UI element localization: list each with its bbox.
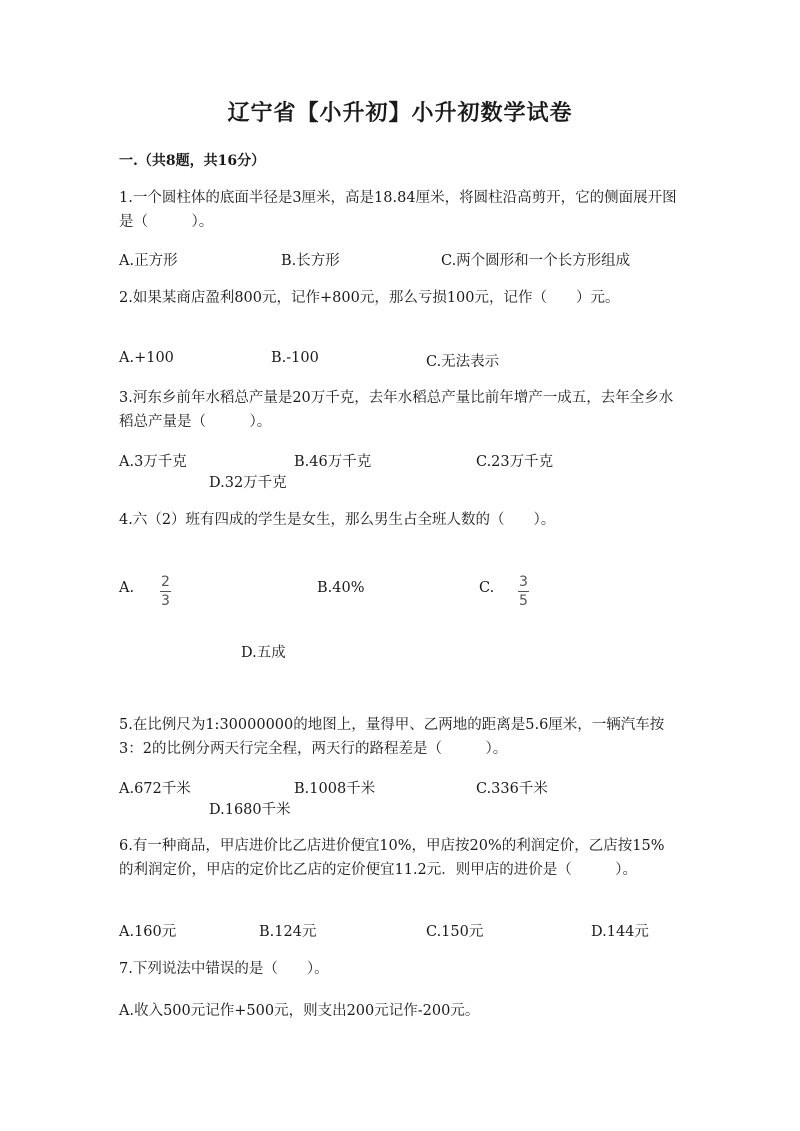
q6-option-a: A.160元 xyxy=(119,924,177,940)
fraction-denominator: 3 xyxy=(161,593,170,609)
q3-option-a: A.3万千克 xyxy=(119,454,187,470)
q4-option-a-label: A. xyxy=(119,580,135,596)
q2-option-a: A.+100 xyxy=(119,350,174,366)
fraction-numerator: 2 xyxy=(161,574,170,590)
q4-option-d: D.五成 xyxy=(241,645,286,661)
q5-option-b: B.1008千米 xyxy=(294,781,376,797)
question-3-text: 3.河东乡前年水稻总产量是20万千克，去年水稻总产量比前年增产一成五，去年全乡水稻总产量是（ ）。 xyxy=(119,390,674,430)
q4-option-c-fraction xyxy=(518,574,529,609)
q2-option-b: B.-100 xyxy=(271,350,319,366)
q4-option-b: B.40% xyxy=(317,580,365,596)
q2-option-c: C.无法表示 xyxy=(426,354,500,370)
fraction-bar xyxy=(518,591,529,592)
q6-option-c: C.150元 xyxy=(426,924,484,940)
q1-option-a: A.正方形 xyxy=(119,253,178,269)
q3-option-c: C.23万千克 xyxy=(476,454,554,470)
q5-option-c: C.336千米 xyxy=(476,781,548,797)
fraction-denominator: 5 xyxy=(519,593,528,609)
question-4-text: 4.六（2）班有四成的学生是女生，那么男生占全班人数的（ ）。 xyxy=(119,512,556,528)
q3-option-d: D.32万千克 xyxy=(209,475,287,491)
q6-option-d: D.144元 xyxy=(591,924,649,940)
q4-option-a-fraction xyxy=(160,574,171,609)
q6-option-b: B.124元 xyxy=(259,924,317,940)
question-7-text: 7.下列说法中错误的是（ ）。 xyxy=(119,961,329,977)
q1-option-c: C.两个圆形和一个长方形组成 xyxy=(441,253,631,269)
q3-option-b: B.46万千克 xyxy=(294,454,372,470)
question-2-text: 2.如果某商店盈利800元，记作+800元，那么亏损100元，记作（ ）元。 xyxy=(119,290,620,306)
fraction-bar xyxy=(160,591,171,592)
q7-option-a: A.收入500元记作+500元，则支出200元记作-200元。 xyxy=(119,1003,480,1019)
question-5-text: 5.在比例尺为1:30000000的地图上，量得甲、乙两地的距离是5.6厘米，一辆汽车按3：2的比例分两天行完全程，两天行的路程差是（ ）。 xyxy=(119,717,665,757)
q1-option-b: B.长方形 xyxy=(281,253,340,269)
section-heading: 一.（共8题，共16分） xyxy=(119,153,266,169)
q4-option-c-label: C. xyxy=(479,580,495,596)
question-6-text: 6.有一种商品，甲店进价比乙店进价便宜10%，甲店按20%的利润定价，乙店按15%的利润定价，甲店的定价比乙店的定价便宜11.2元．则甲店的进价是（ ）。 xyxy=(119,838,665,878)
fraction-numerator: 3 xyxy=(519,574,528,590)
q5-option-d: D.1680千米 xyxy=(209,802,291,818)
q5-option-a: A.672千米 xyxy=(119,781,191,797)
page-title: 辽宁省【小升初】小升初数学试卷 xyxy=(227,100,573,126)
question-1-text: 1.一个圆柱体的底面半径是3厘米，高是18.84厘米，将圆柱沿高剪开，它的侧面展开图是（ ）。 xyxy=(119,190,677,230)
